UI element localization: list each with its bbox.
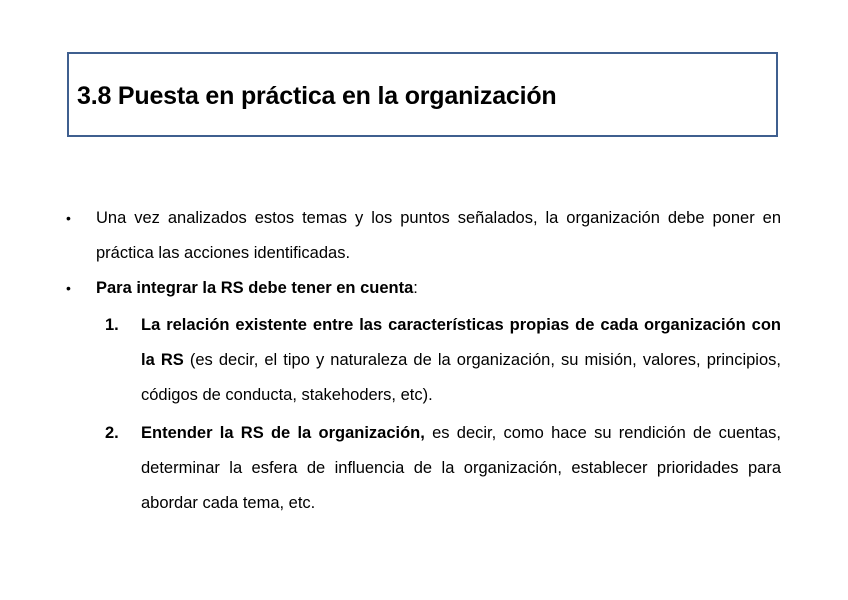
bullet-icon: •	[66, 210, 71, 226]
bullet-item	[66, 201, 781, 271]
bullet-item	[66, 271, 781, 306]
slide-content	[66, 201, 781, 524]
numbered-plain-text: (es decir, el tipo y naturaleza de la organización, su misión, valores, principios, códigos de conducta, stakehoders, etc).	[141, 351, 781, 404]
numbered-text	[141, 416, 781, 521]
slide-title-box	[67, 52, 778, 137]
numbered-item	[66, 308, 781, 413]
numbered-item	[66, 416, 781, 521]
bullet-plain-text: :	[413, 279, 418, 297]
numbered-marker: 2.	[105, 424, 119, 442]
numbered-plain-text: es decir, como hace su rendición de cuentas, determinar la esfera de influencia de la organización, establecer prioridades para abordar cada tema, etc.	[141, 424, 781, 512]
numbered-bold-text: La relación existente entre las características propias de cada organización con la RS	[141, 316, 781, 369]
bullet-bold-text: Para integrar la RS debe tener en cuenta	[96, 279, 414, 297]
numbered-list	[66, 308, 781, 521]
bullet-text	[96, 271, 781, 306]
numbered-bold-text: Entender la RS de la organización,	[141, 424, 425, 442]
numbered-text	[141, 308, 781, 413]
bullet-icon: •	[66, 280, 71, 296]
slide-title: 3.8 Puesta en práctica en la organización	[77, 82, 557, 110]
numbered-marker: 1.	[105, 316, 119, 334]
bullet-text: Una vez analizados estos temas y los puntos señalados, la organización debe poner en práctica las acciones identificadas.	[96, 209, 781, 262]
